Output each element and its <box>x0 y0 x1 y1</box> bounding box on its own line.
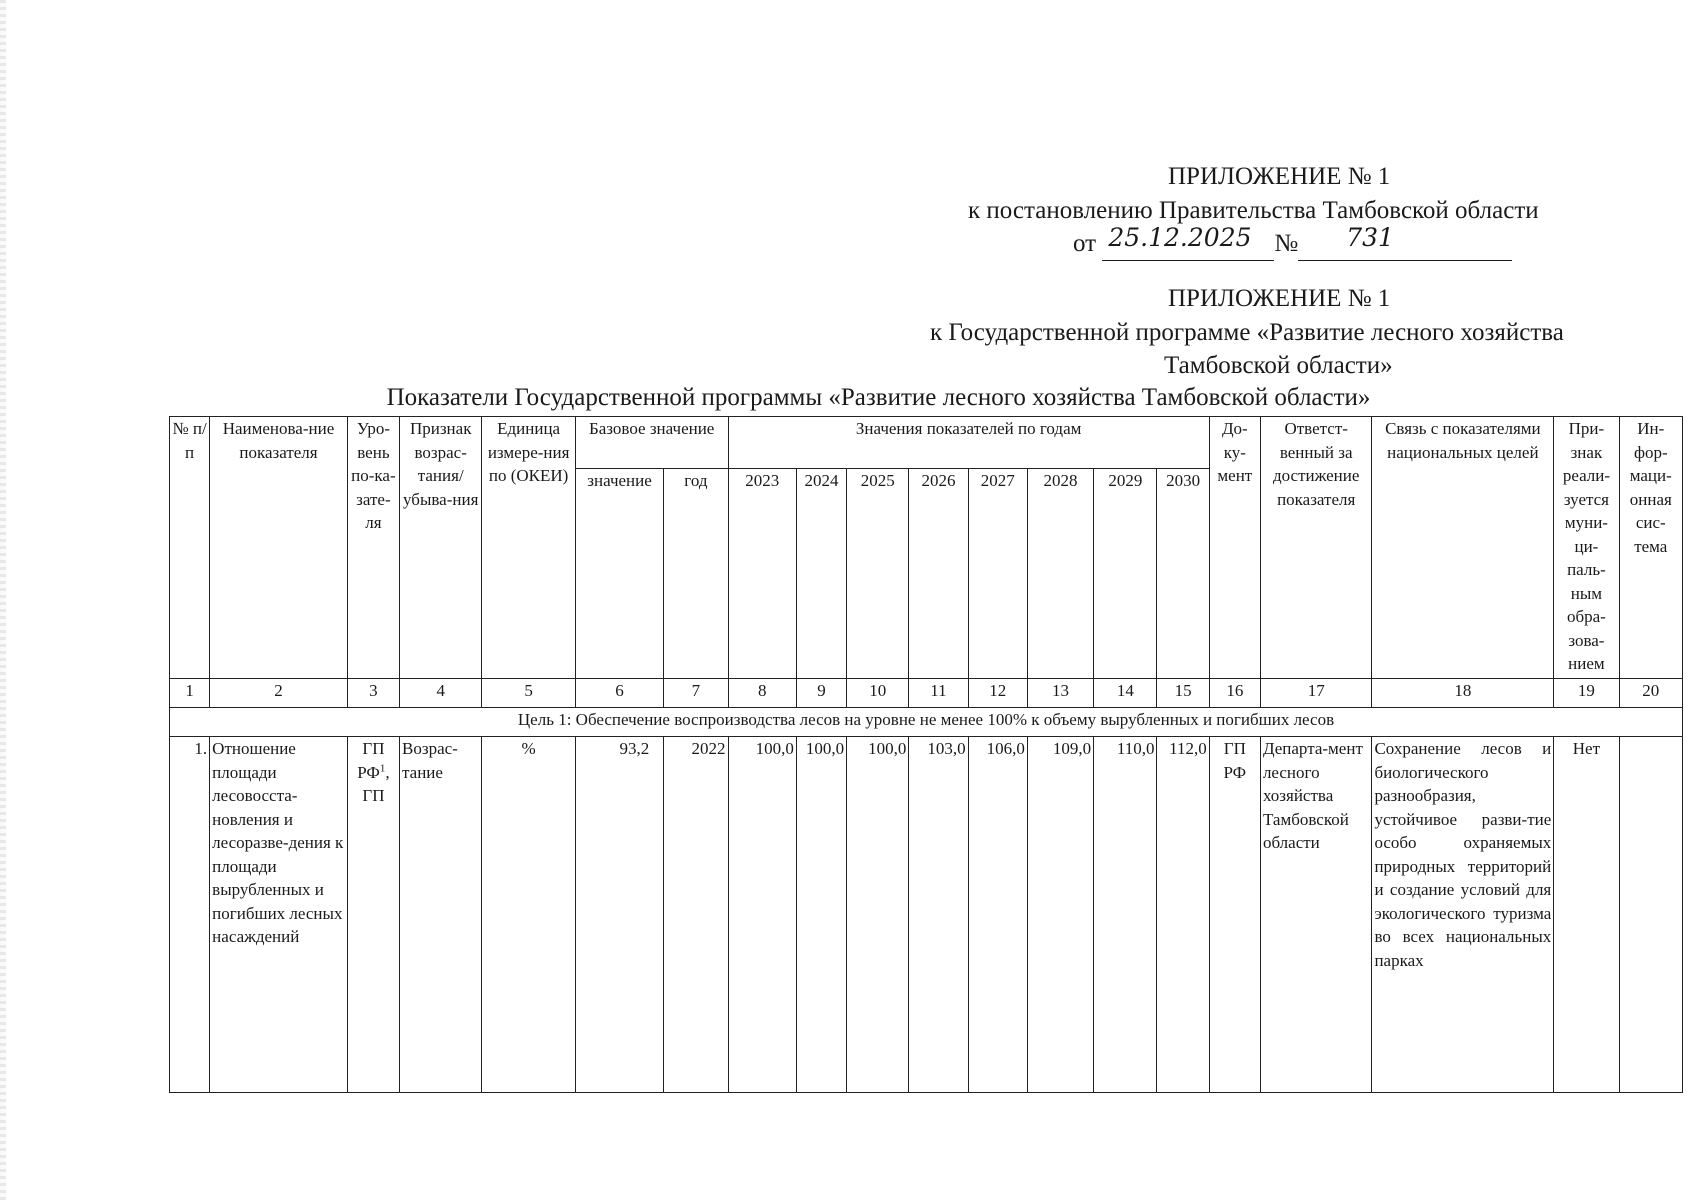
row-trend: Возрас-тание <box>400 737 482 1093</box>
header-base-value: Базовое значение <box>575 417 728 469</box>
header-year: 2025 <box>847 469 909 679</box>
appendix-2-title: ПРИЛОЖЕНИЕ № 1 <box>1168 285 1391 312</box>
header-municipal-flag: При-знак реали-зуется муни-ци-паль-ным обра-зова-нием <box>1554 417 1619 679</box>
date-field <box>1102 223 1274 261</box>
header-trend: Признак возрас-тания/ убыва-ния <box>400 417 482 679</box>
row-value-year: 103,0 <box>909 737 968 1093</box>
column-number: 6 <box>575 679 663 708</box>
header-info-system: Ин-фор-маци-онная сис-тема <box>1619 417 1682 679</box>
row-level <box>347 737 399 1093</box>
row-value-year: 106,0 <box>968 737 1027 1093</box>
row-value-year: 100,0 <box>796 737 846 1093</box>
column-number: 16 <box>1209 679 1260 708</box>
column-number: 10 <box>847 679 909 708</box>
column-number: 11 <box>909 679 968 708</box>
number-handwritten: 731 <box>1346 223 1394 252</box>
appendix-2-program-line2: Тамбовской области» <box>1164 352 1393 379</box>
header-year: 2026 <box>909 469 968 679</box>
column-number: 17 <box>1260 679 1372 708</box>
header-year: 2027 <box>968 469 1027 679</box>
indicators-table <box>169 416 1683 1093</box>
row-document: ГП РФ <box>1209 737 1260 1093</box>
column-number: 7 <box>664 679 728 708</box>
number-field <box>1298 223 1512 261</box>
column-number: 3 <box>347 679 399 708</box>
column-number: 2 <box>210 679 348 708</box>
column-number: 15 <box>1157 679 1209 708</box>
header-unit: Единица измере-ния по (ОКЕИ) <box>482 417 575 679</box>
header-document: До-ку-мент <box>1209 417 1260 679</box>
appendix-2-program-line1: к Государственной программе «Развитие лесного хозяйства <box>930 319 1564 346</box>
date-handwritten: 25.12.2025 <box>1108 223 1252 252</box>
row-municipal-flag: Нет <box>1554 737 1619 1093</box>
column-number: 14 <box>1094 679 1157 708</box>
row-num: 1. <box>170 737 210 1093</box>
header-year: 2023 <box>728 469 796 679</box>
header-level: Уро-вень по-ка-зате-ля <box>347 417 399 679</box>
column-number: 4 <box>400 679 482 708</box>
number-label: № <box>1274 230 1299 257</box>
header-base-value-value: значение <box>575 469 663 679</box>
column-number: 8 <box>728 679 796 708</box>
row-unit: % <box>482 737 575 1093</box>
header-year: 2029 <box>1094 469 1157 679</box>
column-number: 18 <box>1372 679 1554 708</box>
header-year: 2024 <box>796 469 846 679</box>
column-number: 5 <box>482 679 575 708</box>
column-number: 20 <box>1619 679 1682 708</box>
row-value-year: 112,0 <box>1157 737 1209 1093</box>
header-year: 2030 <box>1157 469 1209 679</box>
column-number: 19 <box>1554 679 1619 708</box>
row-level-b: , ГП <box>362 762 390 805</box>
row-base-year: 2022 <box>664 737 728 1093</box>
row-value-year: 100,0 <box>728 737 796 1093</box>
column-number: 9 <box>796 679 846 708</box>
row-responsible: Департа-мент лесного хозяйства Тамбовской области <box>1260 737 1372 1093</box>
decree-date-line <box>1073 223 1512 261</box>
appendix-1-title: ПРИЛОЖЕНИЕ № 1 <box>1168 163 1391 190</box>
header-num: № п/п <box>170 417 210 679</box>
row-value-year: 109,0 <box>1027 737 1093 1093</box>
scan-edge <box>0 0 6 1200</box>
table-row <box>170 737 1683 1093</box>
row-indicator-name: Отношение площади лесовосста-новления и лесоразве-дения к площади вырубленных и погибших лесных насаждений <box>210 737 348 1093</box>
row-base-value: 93,2 <box>575 737 663 1093</box>
appendix-1-decree-line: к постановлению Правительства Тамбовской области <box>968 197 1539 224</box>
header-base-value-year: год <box>664 469 728 679</box>
header-year: 2028 <box>1027 469 1093 679</box>
goal-1-text: Цель 1: Обеспечение воспроизводства лесов на уровне не менее 100% к объему вырубленных и погибших лесов <box>170 708 1683 737</box>
column-number: 1 <box>170 679 210 708</box>
from-label: от <box>1073 230 1097 257</box>
row-national-goals-link: Сохранение лесов и биологического разнообразия, устойчивое разви-тие особо охраняемых природных территорий и создание условий для экологического туризма во всех национальных парках <box>1372 737 1554 1093</box>
row-level-a: ГП РФ <box>357 739 385 782</box>
header-national-goals-link: Связь с показателями национальных целей <box>1372 417 1554 679</box>
row-level-footnote: 1 <box>379 761 386 774</box>
document-title: Показатели Государственной программы «Развитие лесного хозяйства Тамбовской области» <box>386 384 1371 411</box>
header-responsible: Ответст-венный за достижение показателя <box>1260 417 1372 679</box>
column-number: 13 <box>1027 679 1093 708</box>
row-info-system <box>1619 737 1682 1093</box>
header-indicator-name: Наименова-ние показателя <box>210 417 348 679</box>
column-number: 12 <box>968 679 1027 708</box>
row-value-year: 100,0 <box>847 737 909 1093</box>
header-values-by-year: Значения показателей по годам <box>728 417 1209 469</box>
goal-row <box>170 708 1683 737</box>
column-numbers-row <box>170 679 1683 708</box>
row-value-year: 110,0 <box>1094 737 1157 1093</box>
